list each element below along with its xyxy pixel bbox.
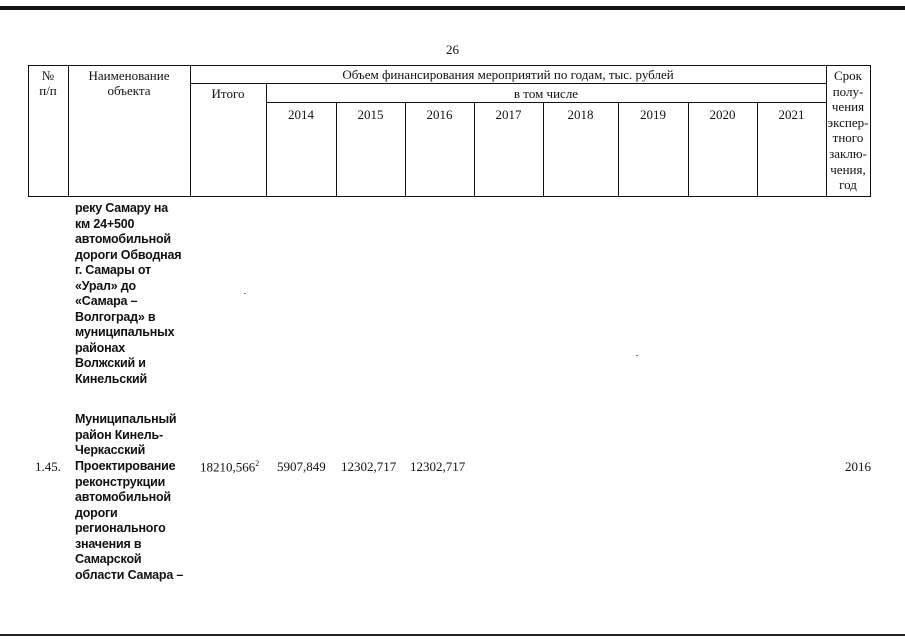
scan-speck (244, 293, 246, 294)
header-year-2021: 2021 (778, 107, 805, 122)
header-funding: Объем финансирования мероприятий по годам, тыс. рублей (342, 67, 674, 82)
header-number: № п/п (39, 68, 57, 98)
header-total: Итого (211, 86, 245, 101)
header-year-2020: 2020 (709, 107, 736, 122)
header-year-2015: 2015 (357, 107, 384, 122)
row-value-2016: 12302,717 (410, 459, 466, 474)
row-value-2015: 12302,717 (341, 459, 397, 474)
page-number: 26 (446, 42, 459, 57)
header-year-2014: 2014 (288, 107, 314, 122)
header-object-name: Наименование объекта (88, 68, 170, 98)
row-total (200, 459, 259, 475)
row-total-value: 18210,566 (200, 459, 256, 475)
header-year-2018: 2018 (567, 107, 594, 122)
section-title: Муниципальный район Кинель- Черкасский (75, 412, 177, 457)
header-year-2019: 2019 (640, 107, 666, 122)
row-deadline: 2016 (845, 459, 871, 474)
row-number: 1.45. (35, 459, 61, 474)
scan-speck (636, 355, 638, 356)
bottom-rule (0, 634, 905, 636)
continuation-text: реку Самару на км 24+500 автомобильной дороги Обводная г. Самары от «Урал» до «Самара – Волгоград» в муниципальных районах Волжский и Кинельский (75, 201, 182, 386)
header-year-2017: 2017 (495, 107, 522, 122)
row-total-footnote: 2 (255, 459, 260, 468)
top-rule (0, 6, 905, 10)
row-value-2014: 5907,849 (277, 459, 326, 474)
header-year-2016: 2016 (426, 107, 453, 122)
header-including: в том числе (513, 86, 579, 101)
row-object-name: Проектирование реконструкции автомобильной дороги регионального значения в Самарской области Самара – (75, 459, 184, 582)
header-deadline: Срок полу- чения экспер- тного заклю- чения, год (827, 68, 869, 193)
